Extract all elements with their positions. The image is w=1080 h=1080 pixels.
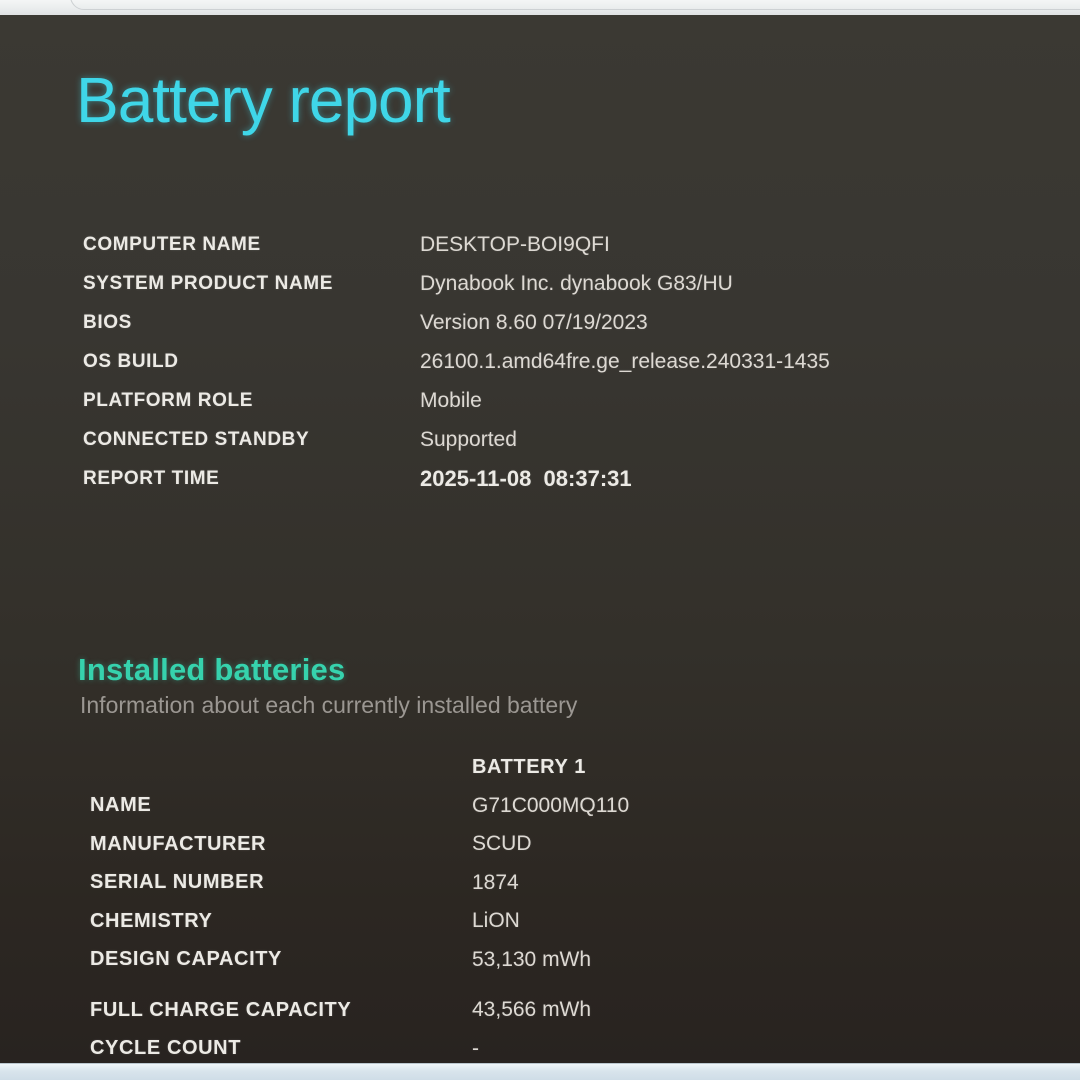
system-info-table — [83, 225, 1033, 498]
row-value: 1874 — [472, 870, 519, 894]
table-row — [83, 459, 1033, 498]
row-value: 43,566 mWh — [472, 998, 592, 1022]
table-row — [90, 941, 1040, 980]
battery-column-header-row — [90, 748, 1040, 787]
row-label: MANUFACTURER — [90, 832, 267, 855]
browser-chrome-edge — [0, 0, 1080, 15]
row-value: G71C000MQ110 — [472, 793, 630, 817]
row-label: COMPUTER NAME — [83, 233, 261, 255]
row-label: BIOS — [83, 311, 132, 333]
row-label: FULL CHARGE CAPACITY — [90, 998, 352, 1021]
installed-batteries-subtitle: Information about each currently installed battery — [80, 692, 578, 718]
table-row — [83, 264, 1033, 303]
page-title: Battery report — [76, 64, 450, 136]
row-label: DESIGN CAPACITY — [90, 948, 282, 971]
row-label: CHEMISTRY — [90, 909, 213, 932]
row-value: Supported — [420, 427, 517, 451]
row-label: SYSTEM PRODUCT NAME — [83, 272, 333, 294]
battery-info-table — [90, 748, 1040, 1068]
row-value: DESKTOP-BOI9QFI — [420, 232, 610, 256]
row-value: Mobile — [420, 388, 482, 412]
address-bar-bottom-edge — [70, 0, 1080, 10]
row-value: Dynabook Inc. dynabook G83/HU — [420, 271, 733, 295]
row-value: Version 8.60 07/19/2023 — [420, 310, 648, 334]
table-row — [83, 342, 1033, 381]
table-row — [90, 787, 1040, 826]
table-row — [90, 991, 1040, 1030]
table-row — [83, 420, 1033, 459]
row-value: 26100.1.amd64fre.ge_release.240331-1435 — [420, 349, 830, 373]
row-value: LiON — [472, 909, 520, 933]
table-row — [83, 381, 1033, 420]
row-label: PLATFORM ROLE — [83, 389, 253, 411]
screen-bottom-bezel — [0, 1063, 1080, 1080]
row-value: 53,130 mWh — [472, 947, 592, 971]
table-row — [90, 825, 1040, 864]
row-label: CYCLE COUNT — [90, 1037, 242, 1060]
table-row — [90, 902, 1040, 941]
battery-report-page — [0, 15, 1080, 1063]
table-row — [83, 303, 1033, 342]
report-time-value: 2025-11-08 08:37:31 — [420, 465, 632, 491]
installed-batteries-heading: Installed batteries — [78, 652, 346, 687]
row-label: SERIAL NUMBER — [90, 871, 265, 894]
row-value: - — [472, 1036, 479, 1060]
row-label: NAME — [90, 794, 152, 817]
row-label: OS BUILD — [83, 350, 179, 372]
table-row — [83, 225, 1033, 264]
table-row — [90, 864, 1040, 903]
battery-column-header: BATTERY 1 — [472, 755, 586, 778]
row-label: CONNECTED STANDBY — [83, 428, 310, 450]
row-label: REPORT TIME — [83, 467, 220, 489]
row-value: SCUD — [472, 832, 532, 856]
